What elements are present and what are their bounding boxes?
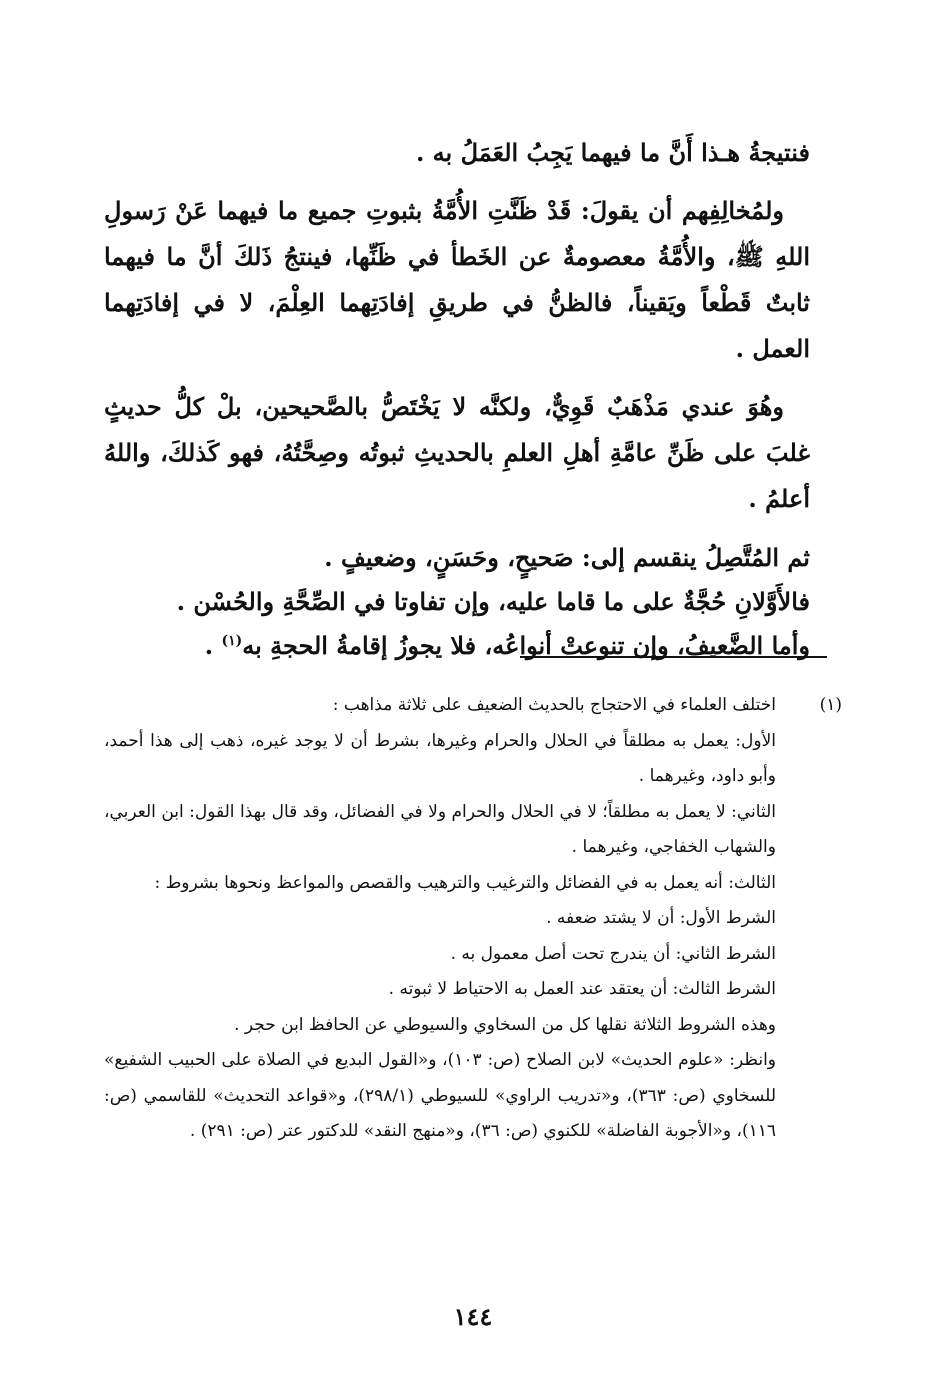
footnote-first-view: الأول: يعمل به مطلقاً في الحلال والحرام وغيرها، بشرط أن لا يوجد غيره، ذهب إلى هذا أحمد، وأبو داود، وغيرهما .: [104, 730, 776, 786]
weak-hadith-end: .: [204, 631, 222, 660]
footnote-number: (١): [819, 695, 842, 715]
weak-hadith-line: [104, 624, 810, 668]
paragraph-conclusion: فنتيجةُ هـذا أَنَّ ما فيهما يَجِبُ العَمَلُ به .: [415, 138, 810, 167]
paragraph-opponent-argument: ولمُخالِفِهم أن يقولَ: قَدْ ظَنَّتِ الأُمَّةُ بثبوتِ جميع ما فيهما عَنْ رَسولِ اللهِ ﷺ، والأُمَّةُ معصومةٌ عن الخَطأ في ظَنِّها، فينتجُ ذَلكَ أنَّ ما فيهما ثابتٌ قَطْعاً ويَقيناً، فالظنُّ في طريقِ إفادَتِهما العِلْمَ، لا في إفادَتِهما العمل .: [104, 196, 810, 363]
footnote-divider: [520, 656, 827, 658]
footnote-body: [104, 688, 776, 1150]
first-two-proof-line: فالأَوَّلانِ حُجَّةٌ على ما قاما عليه، وإن تفاوتا في الصِّحَّةِ والحُسْن .: [176, 587, 810, 616]
footnote-third-view: الثالث: أنه يعمل به في الفضائل والترغيب والترهيب والقصص والمواعظ ونحوها بشروط :: [154, 872, 776, 893]
paragraph-author-opinion: وهُوَ عندي مَذْهَبٌ قَوِيٌّ، ولكنَّه لا يَخْتَصُّ بالصَّحيحين، بلْ كلُّ حديثٍ غلبَ على ظَنِّ عامَّةِ أهلِ العلمِ بالحديثِ ثبوتُه وصِحَّتُهُ، فهو كَذلكَ، واللهُ أعلمُ .: [104, 392, 810, 513]
main-text-block: [104, 130, 810, 668]
footnote: [104, 688, 842, 1150]
footnote-reference[interactable]: (١): [221, 633, 243, 649]
footnote-condition-2: الشرط الثاني: أن يندرج تحت أصل معمول به .: [450, 943, 776, 964]
footnote-source-note: وهذه الشروط الثلاثة نقلها كل من السخاوي والسيوطي عن الحافظ ابن حجر .: [234, 1014, 776, 1035]
footnote-second-view: الثاني: لا يعمل به مطلقاً؛ لا في الحلال والحرام ولا في الفضائل، وقد قال بهذا القول: ابن العربي، والشهاب الخفاجي، وغيرهما .: [104, 801, 776, 857]
page-number: ١٤٤: [453, 1302, 493, 1331]
footnote-condition-1: الشرط الأول: أن لا يشتد ضعفه .: [546, 908, 776, 928]
classification-line: ثم المُتَّصِلُ ينقسم إلى: صَحيحٍ، وحَسَنٍ، وضعيفٍ .: [324, 543, 810, 572]
footnote-condition-3: الشرط الثالث: أن يعتقد عند العمل به الاحتياط لا ثبوته .: [388, 979, 776, 999]
hadith-classification: [104, 536, 810, 668]
footnote-references: وانظر: «علوم الحديث» لابن الصلاح (ص: ١٠٣)، و«القول البديع في الصلاة على الحبيب الشفيع» للسخاوي (ص: ٣٦٣)، و«تدريب الراوي» للسيوطي (٢٩٨/١)، و«قواعد التحديث» للقاسمي (ص: ١١٦)، و«الأجوبة الفاضلة» للكنوي (ص: ٣٦)، و«منهج النقد» للدكتور عتر (ص: ٢٩١) .: [104, 1050, 777, 1141]
weak-hadith-text: وأما الضَّعيفُ، وإن تنوعتْ أنواعُه، فلا يجوزُ إقامةُ الحجةِ به: [242, 631, 810, 660]
footnote-intro: اختلف العلماء في الاحتجاج بالحديث الضعيف على ثلاثة مذاهب :: [332, 695, 776, 715]
